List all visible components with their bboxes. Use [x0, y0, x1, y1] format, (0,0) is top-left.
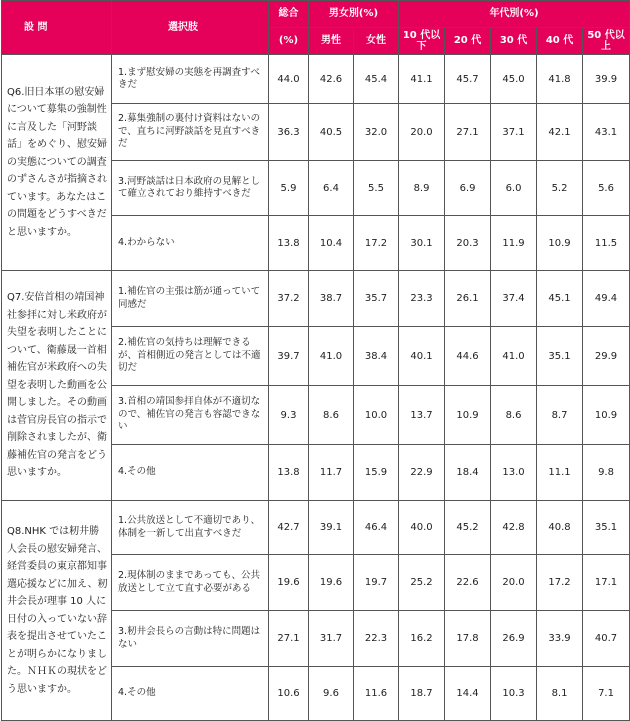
value-age50: 39.9	[583, 55, 630, 104]
value-sogo: 39.7	[269, 327, 309, 386]
value-age40: 41.8	[537, 55, 583, 104]
value-female: 5.5	[354, 161, 399, 216]
value-sogo: 10.6	[269, 667, 309, 721]
value-age10: 23.3	[399, 271, 445, 327]
value-age50: 10.9	[583, 386, 630, 445]
value-male: 10.4	[309, 216, 354, 271]
value-age20: 10.9	[445, 386, 491, 445]
question-text: Q8.NHK では籾井勝人会長の慰安婦発言、経営委員の東京都知事選応援などに加え、籾井会長が理事 10 人に日付の入っていない辞表を提出させていたことが明らかになりました。ＮＨＫの現状をどう思いますか。	[2, 501, 112, 721]
value-female: 17.2	[354, 216, 399, 271]
value-age50: 29.9	[583, 327, 630, 386]
value-sogo: 36.3	[269, 104, 309, 161]
value-age40: 5.2	[537, 161, 583, 216]
value-age10: 20.0	[399, 104, 445, 161]
value-female: 32.0	[354, 104, 399, 161]
value-age50: 49.4	[583, 271, 630, 327]
value-female: 19.7	[354, 555, 399, 611]
value-age50: 35.1	[583, 501, 630, 555]
value-age40: 8.1	[537, 667, 583, 721]
value-age10: 18.7	[399, 667, 445, 721]
value-age40: 8.7	[537, 386, 583, 445]
value-age10: 8.9	[399, 161, 445, 216]
value-sogo: 13.8	[269, 445, 309, 501]
choice-label: 1.まず慰安婦の実態を再調査すべきだ	[112, 55, 269, 104]
value-age30: 41.0	[491, 327, 537, 386]
table-body	[2, 55, 630, 721]
table-row	[2, 271, 630, 327]
value-male: 39.1	[309, 501, 354, 555]
value-age10: 22.9	[399, 445, 445, 501]
value-male: 9.6	[309, 667, 354, 721]
value-male: 8.6	[309, 386, 354, 445]
survey-table	[1, 0, 630, 721]
choice-label: 1.公共放送として不適切であり、体制を一新して出直すべきだ	[112, 501, 269, 555]
header-setsumon: 設 問	[2, 1, 112, 55]
choice-label: 4.その他	[112, 667, 269, 721]
value-female: 45.4	[354, 55, 399, 104]
value-age40: 45.1	[537, 271, 583, 327]
value-age50: 11.5	[583, 216, 630, 271]
value-age20: 14.4	[445, 667, 491, 721]
value-age40: 42.1	[537, 104, 583, 161]
question-text: Q7.安倍首相の靖国神社参拝に対し米政府が失望を表明したことについて、衛藤晟一首相補佐官が米政府への失望を表明した動画を公開しました。その動画は菅官房長官の指示で削除されましたが、衛藤補佐官の発言をどう思いますか。	[2, 271, 112, 501]
header-danjo: 男女別(%)	[309, 1, 399, 28]
value-age30: 37.1	[491, 104, 537, 161]
value-age10: 40.0	[399, 501, 445, 555]
value-age40: 11.1	[537, 445, 583, 501]
value-male: 6.4	[309, 161, 354, 216]
value-age10: 41.1	[399, 55, 445, 104]
choice-label: 2.現体制のままであっても、公共放送として立て直す必要がある	[112, 555, 269, 611]
value-age10: 13.7	[399, 386, 445, 445]
value-age30: 37.4	[491, 271, 537, 327]
value-male: 42.6	[309, 55, 354, 104]
value-age20: 17.8	[445, 611, 491, 667]
header-sogo: 総合	[269, 1, 309, 28]
choice-label: 4.その他	[112, 445, 269, 501]
value-male: 31.7	[309, 611, 354, 667]
value-age30: 11.9	[491, 216, 537, 271]
value-age50: 43.1	[583, 104, 630, 161]
value-sogo: 9.3	[269, 386, 309, 445]
choice-label: 3.首相の靖国参拝自体が不適切なので、補佐官の発言も容認できない	[112, 386, 269, 445]
value-female: 15.9	[354, 445, 399, 501]
table-row	[2, 55, 630, 104]
header-male: 男性	[309, 28, 354, 55]
choice-label: 4.わからない	[112, 216, 269, 271]
value-age50: 5.6	[583, 161, 630, 216]
value-age30: 45.0	[491, 55, 537, 104]
value-age20: 18.4	[445, 445, 491, 501]
value-age40: 33.9	[537, 611, 583, 667]
value-male: 11.7	[309, 445, 354, 501]
value-female: 35.7	[354, 271, 399, 327]
choice-label: 3.河野談話は日本政府の見解として確立されており維持すべきだ	[112, 161, 269, 216]
value-age50: 9.8	[583, 445, 630, 501]
choice-label: 2.補佐官の気持ちは理解できるが、首相側近の発言としては不適切だ	[112, 327, 269, 386]
value-sogo: 19.6	[269, 555, 309, 611]
header-age50: 50 代以上	[583, 28, 630, 55]
value-age30: 42.8	[491, 501, 537, 555]
value-age20: 45.7	[445, 55, 491, 104]
choice-label: 1.補佐官の主張は筋が通っていて同感だ	[112, 271, 269, 327]
value-sogo: 5.9	[269, 161, 309, 216]
header-row-1	[2, 1, 630, 28]
value-age30: 6.0	[491, 161, 537, 216]
header-nendai: 年代別(%)	[399, 1, 630, 28]
header-age30: 30 代	[491, 28, 537, 55]
value-age30: 10.3	[491, 667, 537, 721]
header-female: 女性	[354, 28, 399, 55]
value-sogo: 27.1	[269, 611, 309, 667]
value-age30: 20.0	[491, 555, 537, 611]
value-age20: 26.1	[445, 271, 491, 327]
header-sentakushi: 選択肢	[112, 1, 269, 55]
value-male: 41.0	[309, 327, 354, 386]
value-age10: 30.1	[399, 216, 445, 271]
value-age10: 16.2	[399, 611, 445, 667]
question-text: Q6.旧日本軍の慰安婦について募集の強制性に言及した「河野談話」をめぐり、慰安婦の実態についての調査のずさんさが指摘されています。あなたはこの問題をどうすべきだと思いますか。	[2, 55, 112, 271]
value-female: 38.4	[354, 327, 399, 386]
value-age20: 20.3	[445, 216, 491, 271]
value-age10: 40.1	[399, 327, 445, 386]
value-age30: 26.9	[491, 611, 537, 667]
value-sogo: 37.2	[269, 271, 309, 327]
value-age40: 10.9	[537, 216, 583, 271]
value-age20: 22.6	[445, 555, 491, 611]
table-row	[2, 501, 630, 555]
choice-label: 2.募集強制の裏付け資料はないので、直ちに河野談話を見直すべきだ	[112, 104, 269, 161]
value-age40: 35.1	[537, 327, 583, 386]
value-age20: 6.9	[445, 161, 491, 216]
value-female: 11.6	[354, 667, 399, 721]
value-sogo: 44.0	[269, 55, 309, 104]
value-age20: 44.6	[445, 327, 491, 386]
value-age40: 40.8	[537, 501, 583, 555]
choice-label: 3.籾井会長らの言動は特に問題はない	[112, 611, 269, 667]
value-male: 38.7	[309, 271, 354, 327]
value-female: 46.4	[354, 501, 399, 555]
value-sogo: 13.8	[269, 216, 309, 271]
value-male: 19.6	[309, 555, 354, 611]
header-age40: 40 代	[537, 28, 583, 55]
value-age20: 45.2	[445, 501, 491, 555]
value-age10: 25.2	[399, 555, 445, 611]
value-age50: 17.1	[583, 555, 630, 611]
value-age20: 27.1	[445, 104, 491, 161]
value-age30: 13.0	[491, 445, 537, 501]
value-female: 22.3	[354, 611, 399, 667]
header-age10: 10 代以下	[399, 28, 445, 55]
header-age20: 20 代	[445, 28, 491, 55]
value-age30: 8.6	[491, 386, 537, 445]
value-male: 40.5	[309, 104, 354, 161]
value-age50: 40.7	[583, 611, 630, 667]
value-female: 10.0	[354, 386, 399, 445]
value-sogo: 42.7	[269, 501, 309, 555]
value-age50: 7.1	[583, 667, 630, 721]
header-sogo-unit: (%)	[269, 28, 309, 55]
value-age40: 17.2	[537, 555, 583, 611]
